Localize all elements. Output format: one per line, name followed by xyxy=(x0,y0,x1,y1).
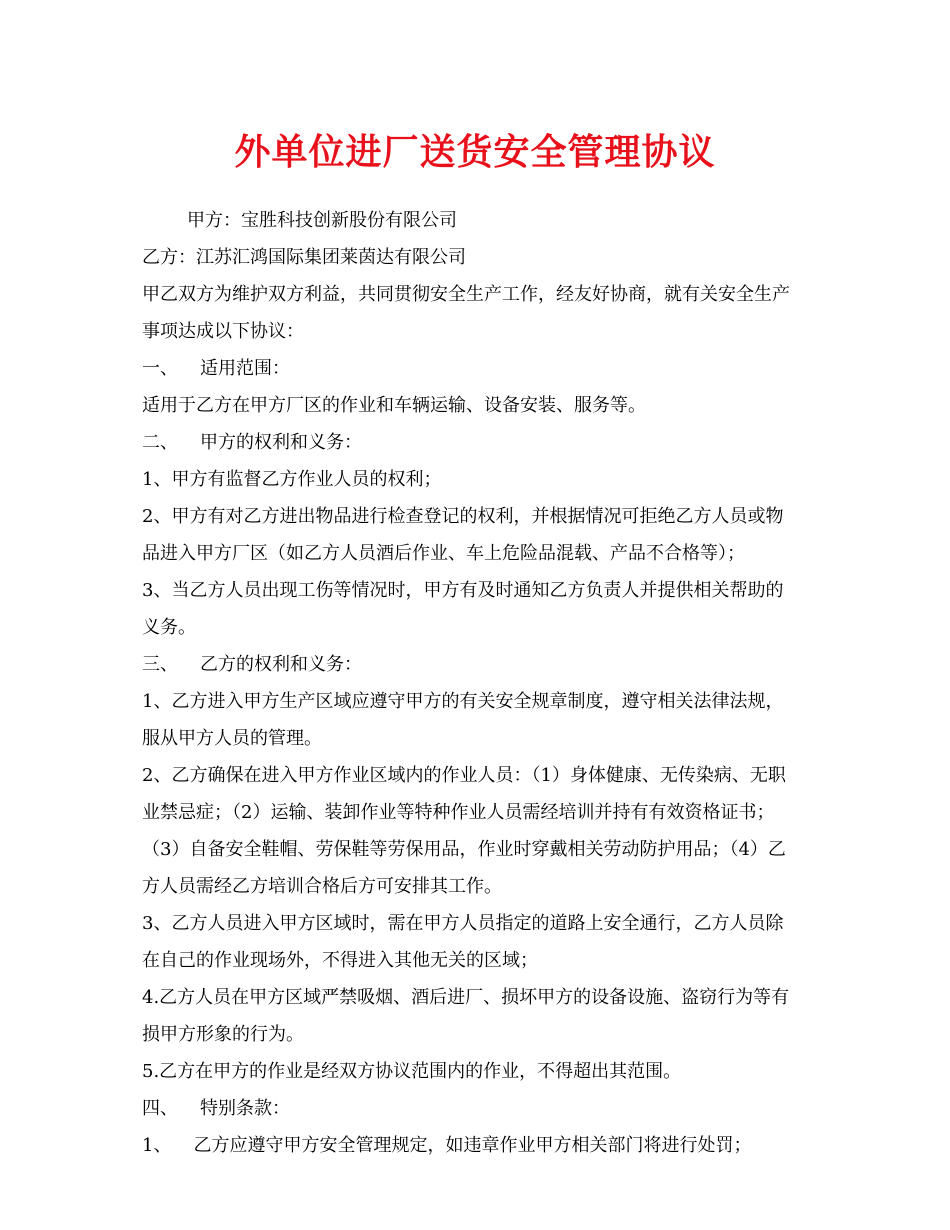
item-text: 乙方应遵守甲方安全管理规定，如违章作业甲方相关部门将进行处罚； xyxy=(193,1135,752,1156)
paragraph-line: 2、甲方有对乙方进出物品进行检查登记的权利，并根据情况可拒绝乙方人员或物 xyxy=(142,506,784,527)
paragraph-line: 损甲方形象的行为。 xyxy=(142,1024,304,1045)
section-heading-1 xyxy=(142,350,822,387)
paragraph-line xyxy=(142,1127,822,1164)
preamble-line: 甲乙双方为维护双方利益，共同贯彻安全生产工作，经友好协商，就有关安全生产 xyxy=(142,284,790,305)
section-heading-3 xyxy=(142,646,822,683)
party-b-line: 乙方：江苏汇鸿国际集团莱茵达有限公司 xyxy=(142,247,466,268)
paragraph-line: 义务。 xyxy=(142,617,196,638)
section-title: 甲方的权利和义务： xyxy=(200,432,362,453)
section-number: 四、 xyxy=(142,1098,178,1119)
paragraph-line: 2、乙方确保在进入甲方作业区域内的作业人员：（1）身体健康、无传染病、无职 xyxy=(142,765,786,786)
section-number: 二、 xyxy=(142,432,178,453)
paragraph-line: （3）自备安全鞋帽、劳保鞋等劳保用品，作业时穿戴相关劳动防护用品；（4）乙 xyxy=(142,839,786,860)
paragraph-line: 适用于乙方在甲方厂区的作业和车辆运输、设备安装、服务等。 xyxy=(142,395,646,416)
section-title: 特别条款： xyxy=(200,1098,290,1119)
paragraph-line: 在自己的作业现场外，不得进入其他无关的区域； xyxy=(142,950,538,971)
paragraph-line: 1、甲方有监督乙方作业人员的权利； xyxy=(142,469,442,490)
section-title: 乙方的权利和义务： xyxy=(200,654,362,675)
paragraph-line: 品进入甲方厂区（如乙方人员酒后作业、车上危险品混载、产品不合格等）； xyxy=(142,543,745,564)
section-number: 三、 xyxy=(142,654,178,675)
section-heading-2 xyxy=(142,424,822,461)
paragraph-line: 业禁忌症；（2）运输、装卸作业等特种作业人员需经培训并持有有效资格证书； xyxy=(142,802,775,823)
paragraph-line: 3、乙方人员进入甲方区域时，需在甲方人员指定的道路上安全通行，乙方人员除 xyxy=(142,913,784,934)
party-a-line: 甲方：宝胜科技创新股份有限公司 xyxy=(187,210,457,231)
preamble-line: 事项达成以下协议： xyxy=(142,321,304,342)
paragraph-line: 5.乙方在甲方的作业是经双方协议范围内的作业，不得超出其范围。 xyxy=(142,1061,682,1082)
document-body xyxy=(142,202,822,1164)
item-number: 1、 xyxy=(142,1135,172,1156)
paragraph-line: 3、当乙方人员出现工伤等情况时，甲方有及时通知乙方负责人并提供相关帮助的 xyxy=(142,580,784,601)
paragraph-line: 服从甲方人员的管理。 xyxy=(142,728,322,749)
document-title: 外单位进厂送货安全管理协议 xyxy=(234,131,716,173)
paragraph-line: 1、乙方进入甲方生产区域应遵守甲方的有关安全规章制度，遵守相关法律法规， xyxy=(142,691,784,712)
section-title: 适用范围： xyxy=(200,358,290,379)
section-number: 一、 xyxy=(142,358,178,379)
paragraph-line: 方人员需经乙方培训合格后方可安排其工作。 xyxy=(142,876,502,897)
paragraph-line: 4.乙方人员在甲方区域严禁吸烟、酒后进厂、损坏甲方的设备设施、盗窃行为等有 xyxy=(142,987,790,1008)
section-heading-4 xyxy=(142,1090,822,1127)
